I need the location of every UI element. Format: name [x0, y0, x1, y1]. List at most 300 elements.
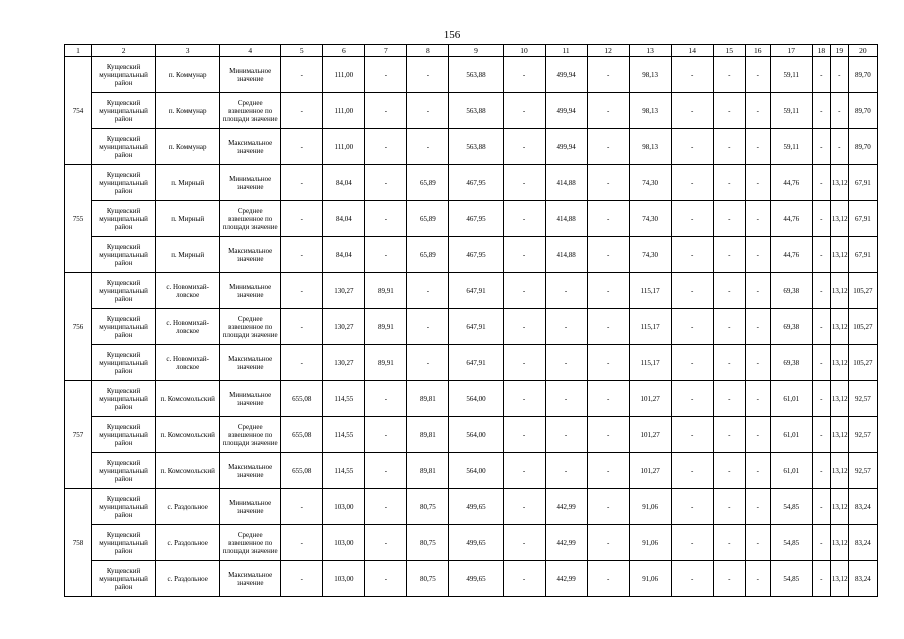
row-number-cell: 756: [65, 273, 92, 381]
table-cell: 92,57: [848, 453, 877, 489]
table-cell: -: [812, 345, 830, 381]
table-cell: 130,27: [323, 309, 365, 345]
table-cell: -: [503, 57, 545, 93]
table-cell: -: [281, 525, 323, 561]
table-cell: -: [281, 237, 323, 273]
table-cell: -: [745, 273, 770, 309]
table-cell: -: [812, 273, 830, 309]
table-cell: 130,27: [323, 273, 365, 309]
table-cell: -: [830, 129, 848, 165]
table-cell: Среднее взвешенное по площади значение: [220, 309, 281, 345]
table-cell: 499,94: [545, 57, 587, 93]
table-cell: -: [745, 453, 770, 489]
table-cell: -: [503, 165, 545, 201]
table-cell: 467,95: [449, 165, 503, 201]
table-cell: 84,04: [323, 201, 365, 237]
table-cell: -: [545, 345, 587, 381]
table-cell: п. Коммунар: [156, 57, 220, 93]
table-cell: -: [812, 309, 830, 345]
table-cell: 65,89: [407, 165, 449, 201]
table-cell: 414,88: [545, 201, 587, 237]
table-cell: -: [745, 57, 770, 93]
table-cell: 499,65: [449, 489, 503, 525]
table-cell: 98,13: [629, 129, 671, 165]
table-cell: Кущевский муниципальный район: [92, 273, 156, 309]
table-cell: -: [587, 453, 629, 489]
table-cell: -: [407, 57, 449, 93]
column-header: 13: [629, 45, 671, 57]
column-header: 16: [745, 45, 770, 57]
table-cell: Кущевский муниципальный район: [92, 93, 156, 129]
column-header: 1: [65, 45, 92, 57]
table-cell: -: [587, 309, 629, 345]
table-cell: 69,38: [770, 309, 812, 345]
table-cell: 564,00: [449, 453, 503, 489]
table-cell: -: [671, 165, 713, 201]
table-cell: -: [407, 309, 449, 345]
table-cell: -: [503, 273, 545, 309]
table-header: [65, 45, 878, 57]
table-row: [65, 453, 878, 489]
column-header: 5: [281, 45, 323, 57]
table-cell: -: [713, 561, 745, 597]
table-cell: -: [545, 309, 587, 345]
table-cell: 61,01: [770, 381, 812, 417]
table-cell: Кущевский муниципальный район: [92, 453, 156, 489]
table-cell: 13,12: [830, 201, 848, 237]
column-header: 19: [830, 45, 848, 57]
table-cell: -: [745, 129, 770, 165]
table-cell: 83,24: [848, 489, 877, 525]
table-cell: 92,57: [848, 417, 877, 453]
table-cell: 467,95: [449, 201, 503, 237]
table-cell: -: [812, 93, 830, 129]
table-cell: -: [365, 129, 407, 165]
table-cell: с. Новомихай-ловское: [156, 273, 220, 309]
table-cell: -: [671, 57, 713, 93]
table-cell: -: [671, 561, 713, 597]
table-cell: 564,00: [449, 417, 503, 453]
table-cell: -: [587, 201, 629, 237]
table-cell: 67,91: [848, 237, 877, 273]
table-row: [65, 237, 878, 273]
table-cell: -: [281, 309, 323, 345]
table-cell: Кущевский муниципальный район: [92, 489, 156, 525]
table-cell: Кущевский муниципальный район: [92, 57, 156, 93]
table-cell: -: [365, 57, 407, 93]
table-row: [65, 165, 878, 201]
table-cell: 83,24: [848, 561, 877, 597]
table-row: [65, 273, 878, 309]
table-cell: 101,27: [629, 417, 671, 453]
table-cell: -: [671, 345, 713, 381]
table-cell: 67,91: [848, 165, 877, 201]
table-cell: -: [671, 417, 713, 453]
table-cell: 92,57: [848, 381, 877, 417]
table-cell: с. Новомихай-ловское: [156, 309, 220, 345]
table-cell: 115,17: [629, 309, 671, 345]
table-cell: 115,17: [629, 273, 671, 309]
table-cell: 442,99: [545, 525, 587, 561]
table-cell: п. Коммунар: [156, 129, 220, 165]
table-cell: 80,75: [407, 561, 449, 597]
table-cell: Кущевский муниципальный район: [92, 561, 156, 597]
table-cell: -: [713, 201, 745, 237]
table-cell: -: [587, 57, 629, 93]
table-cell: 655,08: [281, 381, 323, 417]
table-cell: п. Коммунар: [156, 93, 220, 129]
table-cell: -: [745, 237, 770, 273]
table-cell: -: [407, 345, 449, 381]
table-cell: 499,65: [449, 525, 503, 561]
table-cell: 564,00: [449, 381, 503, 417]
table-cell: Минимальное значение: [220, 273, 281, 309]
row-number-cell: 755: [65, 165, 92, 273]
table-cell: -: [713, 57, 745, 93]
row-number-cell: 754: [65, 57, 92, 165]
table-cell: -: [587, 345, 629, 381]
table-cell: 13,12: [830, 237, 848, 273]
table-cell: -: [713, 93, 745, 129]
table-cell: -: [503, 129, 545, 165]
table-cell: -: [281, 201, 323, 237]
table-cell: 89,91: [365, 309, 407, 345]
row-number-cell: 758: [65, 489, 92, 597]
table-cell: -: [365, 93, 407, 129]
table-cell: 111,00: [323, 57, 365, 93]
table-cell: Максимальное значение: [220, 345, 281, 381]
column-header: 8: [407, 45, 449, 57]
table-cell: 74,30: [629, 201, 671, 237]
table-cell: п. Комсомольский: [156, 417, 220, 453]
table-cell: Максимальное значение: [220, 237, 281, 273]
table-cell: -: [745, 345, 770, 381]
table-cell: 44,76: [770, 201, 812, 237]
table-cell: -: [745, 525, 770, 561]
table-cell: -: [545, 381, 587, 417]
table-cell: -: [713, 417, 745, 453]
table-cell: с. Раздольное: [156, 489, 220, 525]
table-cell: -: [365, 237, 407, 273]
table-cell: -: [812, 201, 830, 237]
table-cell: 647,91: [449, 309, 503, 345]
column-header: 18: [812, 45, 830, 57]
table-cell: -: [713, 345, 745, 381]
table-cell: -: [713, 165, 745, 201]
table-cell: -: [745, 489, 770, 525]
table-cell: 13,12: [830, 453, 848, 489]
table-cell: -: [365, 453, 407, 489]
table-cell: 13,12: [830, 345, 848, 381]
table-cell: -: [745, 93, 770, 129]
table-cell: -: [812, 129, 830, 165]
table-cell: -: [281, 345, 323, 381]
table-cell: 647,91: [449, 273, 503, 309]
table-cell: 69,38: [770, 273, 812, 309]
table-cell: 103,00: [323, 561, 365, 597]
table-cell: -: [745, 309, 770, 345]
table-cell: -: [503, 381, 545, 417]
table-cell: 89,91: [365, 345, 407, 381]
table-cell: -: [587, 237, 629, 273]
table-cell: -: [503, 525, 545, 561]
header-row: [65, 45, 878, 57]
table-cell: Кущевский муниципальный район: [92, 345, 156, 381]
table-cell: -: [812, 453, 830, 489]
table-row: [65, 381, 878, 417]
table-cell: 91,06: [629, 525, 671, 561]
table-cell: 563,88: [449, 57, 503, 93]
column-header: 9: [449, 45, 503, 57]
table-cell: -: [503, 237, 545, 273]
table-cell: 65,89: [407, 201, 449, 237]
table-cell: 89,81: [407, 453, 449, 489]
table-cell: -: [365, 489, 407, 525]
table-cell: Минимальное значение: [220, 381, 281, 417]
table-cell: с. Новомихай-ловское: [156, 345, 220, 381]
table-cell: Кущевский муниципальный район: [92, 129, 156, 165]
column-header: 14: [671, 45, 713, 57]
table-cell: п. Мирный: [156, 237, 220, 273]
table-cell: -: [365, 417, 407, 453]
table-cell: 130,27: [323, 345, 365, 381]
table-cell: -: [713, 489, 745, 525]
table-cell: 54,85: [770, 561, 812, 597]
table-cell: -: [812, 381, 830, 417]
table-cell: 59,11: [770, 129, 812, 165]
table-cell: 44,76: [770, 165, 812, 201]
table-cell: -: [365, 561, 407, 597]
table-cell: -: [745, 165, 770, 201]
table-cell: Кущевский муниципальный район: [92, 201, 156, 237]
table-cell: -: [365, 165, 407, 201]
table-cell: 103,00: [323, 489, 365, 525]
column-header: 10: [503, 45, 545, 57]
table-cell: -: [671, 381, 713, 417]
table-cell: 563,88: [449, 93, 503, 129]
table-cell: 111,00: [323, 93, 365, 129]
table-cell: -: [503, 309, 545, 345]
table-cell: -: [281, 93, 323, 129]
table-cell: 91,06: [629, 489, 671, 525]
table-cell: -: [365, 201, 407, 237]
table-cell: 115,17: [629, 345, 671, 381]
table-cell: 103,00: [323, 525, 365, 561]
table-cell: 101,27: [629, 453, 671, 489]
column-header: 4: [220, 45, 281, 57]
table-cell: 61,01: [770, 417, 812, 453]
table-row: [65, 129, 878, 165]
table-cell: -: [503, 561, 545, 597]
table-cell: 442,99: [545, 489, 587, 525]
table-cell: с. Раздольное: [156, 561, 220, 597]
table-cell: Максимальное значение: [220, 453, 281, 489]
column-header: 6: [323, 45, 365, 57]
table-cell: 499,65: [449, 561, 503, 597]
table-cell: 467,95: [449, 237, 503, 273]
table-cell: -: [830, 93, 848, 129]
table-cell: -: [545, 273, 587, 309]
table-row: [65, 57, 878, 93]
table-cell: -: [587, 273, 629, 309]
table-cell: Максимальное значение: [220, 561, 281, 597]
table-cell: 54,85: [770, 525, 812, 561]
table-cell: 647,91: [449, 345, 503, 381]
table-row: [65, 525, 878, 561]
table-row: [65, 345, 878, 381]
table-cell: 414,88: [545, 165, 587, 201]
table-cell: 105,27: [848, 273, 877, 309]
table-cell: -: [830, 57, 848, 93]
table-cell: 13,12: [830, 309, 848, 345]
table-cell: 655,08: [281, 453, 323, 489]
page-number: 156: [443, 29, 461, 41]
table-cell: 65,89: [407, 237, 449, 273]
table-cell: -: [545, 453, 587, 489]
table-cell: -: [587, 489, 629, 525]
table-cell: 13,12: [830, 273, 848, 309]
table-cell: Минимальное значение: [220, 57, 281, 93]
table-cell: 89,91: [365, 273, 407, 309]
table-cell: Среднее взвешенное по площади значение: [220, 201, 281, 237]
table-cell: 105,27: [848, 345, 877, 381]
table-row: [65, 489, 878, 525]
table-cell: Кущевский муниципальный район: [92, 309, 156, 345]
table-cell: -: [587, 525, 629, 561]
table-row: [65, 417, 878, 453]
table-cell: 111,00: [323, 129, 365, 165]
table-cell: -: [671, 489, 713, 525]
table-cell: Кущевский муниципальный район: [92, 165, 156, 201]
table-cell: 114,55: [323, 417, 365, 453]
table-cell: -: [407, 93, 449, 129]
column-header: 17: [770, 45, 812, 57]
table-cell: 89,70: [848, 129, 877, 165]
table-cell: 442,99: [545, 561, 587, 597]
table-cell: -: [812, 165, 830, 201]
table-cell: 59,11: [770, 93, 812, 129]
column-header: 3: [156, 45, 220, 57]
table-cell: -: [587, 417, 629, 453]
table-cell: -: [503, 489, 545, 525]
column-header: 15: [713, 45, 745, 57]
table-cell: -: [587, 165, 629, 201]
table-cell: -: [407, 273, 449, 309]
table-cell: 69,38: [770, 345, 812, 381]
table-cell: Минимальное значение: [220, 489, 281, 525]
table-row: [65, 93, 878, 129]
table-cell: -: [745, 381, 770, 417]
table-cell: Кущевский муниципальный район: [92, 417, 156, 453]
table-cell: -: [671, 273, 713, 309]
table-cell: -: [713, 525, 745, 561]
table-cell: -: [812, 417, 830, 453]
table-cell: 414,88: [545, 237, 587, 273]
table-cell: 13,12: [830, 165, 848, 201]
table-cell: 13,12: [830, 561, 848, 597]
table-cell: 105,27: [848, 309, 877, 345]
table-cell: п. Мирный: [156, 165, 220, 201]
table-cell: -: [812, 57, 830, 93]
table-cell: -: [281, 57, 323, 93]
table-cell: 83,24: [848, 525, 877, 561]
column-header: 7: [365, 45, 407, 57]
table-cell: 61,01: [770, 453, 812, 489]
table-cell: 84,04: [323, 237, 365, 273]
table-cell: Кущевский муниципальный район: [92, 525, 156, 561]
table-row: [65, 561, 878, 597]
column-header: 12: [587, 45, 629, 57]
table-cell: -: [671, 93, 713, 129]
table-cell: -: [503, 93, 545, 129]
table-cell: -: [745, 417, 770, 453]
table-cell: -: [713, 237, 745, 273]
column-header: 20: [848, 45, 877, 57]
values-table: [64, 44, 878, 597]
table-cell: Минимальное значение: [220, 165, 281, 201]
table-cell: Кущевский муниципальный район: [92, 381, 156, 417]
table-cell: Среднее взвешенное по площади значение: [220, 93, 281, 129]
table-cell: -: [281, 273, 323, 309]
table-cell: 13,12: [830, 489, 848, 525]
table-cell: Среднее взвешенное по площади значение: [220, 417, 281, 453]
table-cell: -: [671, 201, 713, 237]
row-number-cell: 757: [65, 381, 92, 489]
table-cell: 91,06: [629, 561, 671, 597]
table-cell: 44,76: [770, 237, 812, 273]
table-cell: -: [281, 561, 323, 597]
table-cell: 89,70: [848, 57, 877, 93]
table-cell: -: [587, 129, 629, 165]
table-cell: -: [671, 309, 713, 345]
table-cell: -: [587, 93, 629, 129]
table-cell: -: [587, 381, 629, 417]
table-cell: Среднее взвешенное по площади значение: [220, 525, 281, 561]
table-cell: -: [671, 453, 713, 489]
table-cell: -: [503, 201, 545, 237]
table-cell: -: [745, 561, 770, 597]
table-cell: 13,12: [830, 525, 848, 561]
table-cell: -: [812, 237, 830, 273]
table-cell: -: [503, 417, 545, 453]
table-cell: с. Раздольное: [156, 525, 220, 561]
table-body: [65, 57, 878, 597]
table-cell: 74,30: [629, 237, 671, 273]
table-cell: 54,85: [770, 489, 812, 525]
table-cell: 98,13: [629, 93, 671, 129]
table-cell: -: [281, 129, 323, 165]
table-cell: 499,94: [545, 93, 587, 129]
table-cell: 499,94: [545, 129, 587, 165]
table-cell: -: [281, 489, 323, 525]
table-cell: -: [503, 453, 545, 489]
table-cell: 89,70: [848, 93, 877, 129]
table-cell: -: [713, 309, 745, 345]
table-cell: 80,75: [407, 489, 449, 525]
table-cell: -: [713, 381, 745, 417]
table-cell: -: [713, 453, 745, 489]
table-cell: 74,30: [629, 165, 671, 201]
column-header: 11: [545, 45, 587, 57]
table-cell: 101,27: [629, 381, 671, 417]
table-cell: -: [745, 201, 770, 237]
table-cell: 80,75: [407, 525, 449, 561]
column-header: 2: [92, 45, 156, 57]
table-cell: 98,13: [629, 57, 671, 93]
table-cell: -: [713, 129, 745, 165]
table-cell: 563,88: [449, 129, 503, 165]
table-cell: -: [281, 165, 323, 201]
